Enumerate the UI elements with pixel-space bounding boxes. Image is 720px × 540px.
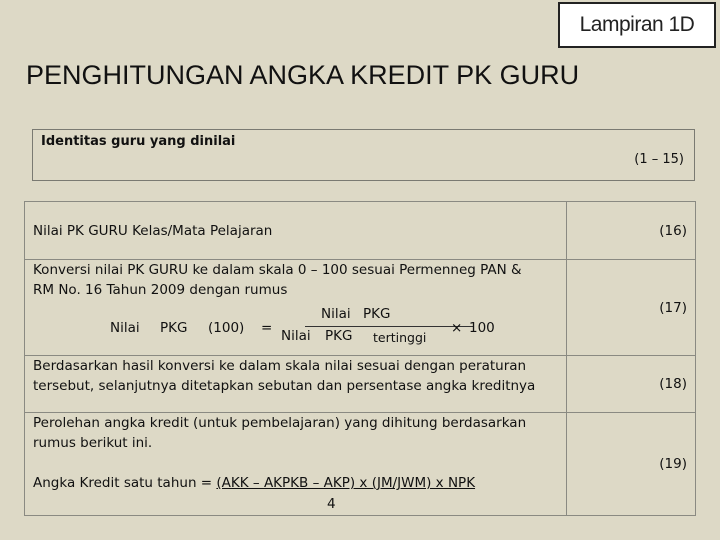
formula-term: Nilai xyxy=(321,306,351,322)
formula-divisor: 4 xyxy=(327,496,336,512)
formula-equals: = xyxy=(261,320,273,336)
table-row xyxy=(25,413,696,516)
row-number: (16) xyxy=(567,202,696,260)
formula-term: Nilai xyxy=(281,328,311,344)
formula-numerator: (AKK – AKPKB – AKP) x (JM/JWM) x NPK xyxy=(216,475,476,491)
row-text xyxy=(25,356,567,413)
identity-box xyxy=(32,129,695,181)
row-line: rumus berikut ini. xyxy=(33,435,153,451)
row-line: RM No. 16 Tahun 2009 dengan rumus xyxy=(33,282,288,298)
formula-term: Nilai xyxy=(110,320,140,336)
row-number: (17) xyxy=(567,260,696,356)
table-row xyxy=(25,356,696,413)
formula-term: PKG xyxy=(160,320,188,336)
formula-term: 100 xyxy=(469,320,495,336)
row-number: (18) xyxy=(567,356,696,413)
conversion-formula xyxy=(33,308,558,344)
row-text xyxy=(25,260,567,356)
row-line: tersebut, selanjutnya ditetapkan sebutan dan persentase angka kreditnya xyxy=(33,378,536,394)
row-line: Berdasarkan hasil konversi ke dalam skala nilai sesuai dengan peraturan xyxy=(33,358,527,374)
formula-times: × xyxy=(451,320,463,336)
row-line: Nilai PK GURU Kelas/Mata Pelajaran xyxy=(33,222,273,239)
table-row xyxy=(25,202,696,260)
formula-prefix: Angka Kredit satu tahun = xyxy=(33,475,217,491)
row-text xyxy=(25,413,567,516)
table-row xyxy=(25,260,696,356)
row-number: (19) xyxy=(567,413,696,516)
formula-term: PKG xyxy=(325,328,353,344)
lampiran-badge: Lampiran 1D xyxy=(558,2,716,48)
page-title: PENGHITUNGAN ANGKA KREDIT PK GURU xyxy=(26,60,580,90)
row-text xyxy=(25,202,567,260)
formula-term: tertinggi xyxy=(373,330,427,345)
row-line: Perolehan angka kredit (untuk pembelajaran) yang dihitung berdasarkan xyxy=(33,415,527,431)
identity-number: (1 – 15) xyxy=(634,152,684,167)
formula-term: (100) xyxy=(208,320,245,336)
formula-term: PKG xyxy=(363,306,391,322)
credit-formula xyxy=(33,473,558,493)
row-line: Konversi nilai PK GURU ke dalam skala 0 – 100 sesuai Permenneg PAN & xyxy=(33,262,522,278)
identity-label: Identitas guru yang dinilai xyxy=(41,134,236,149)
credit-table xyxy=(24,201,696,516)
